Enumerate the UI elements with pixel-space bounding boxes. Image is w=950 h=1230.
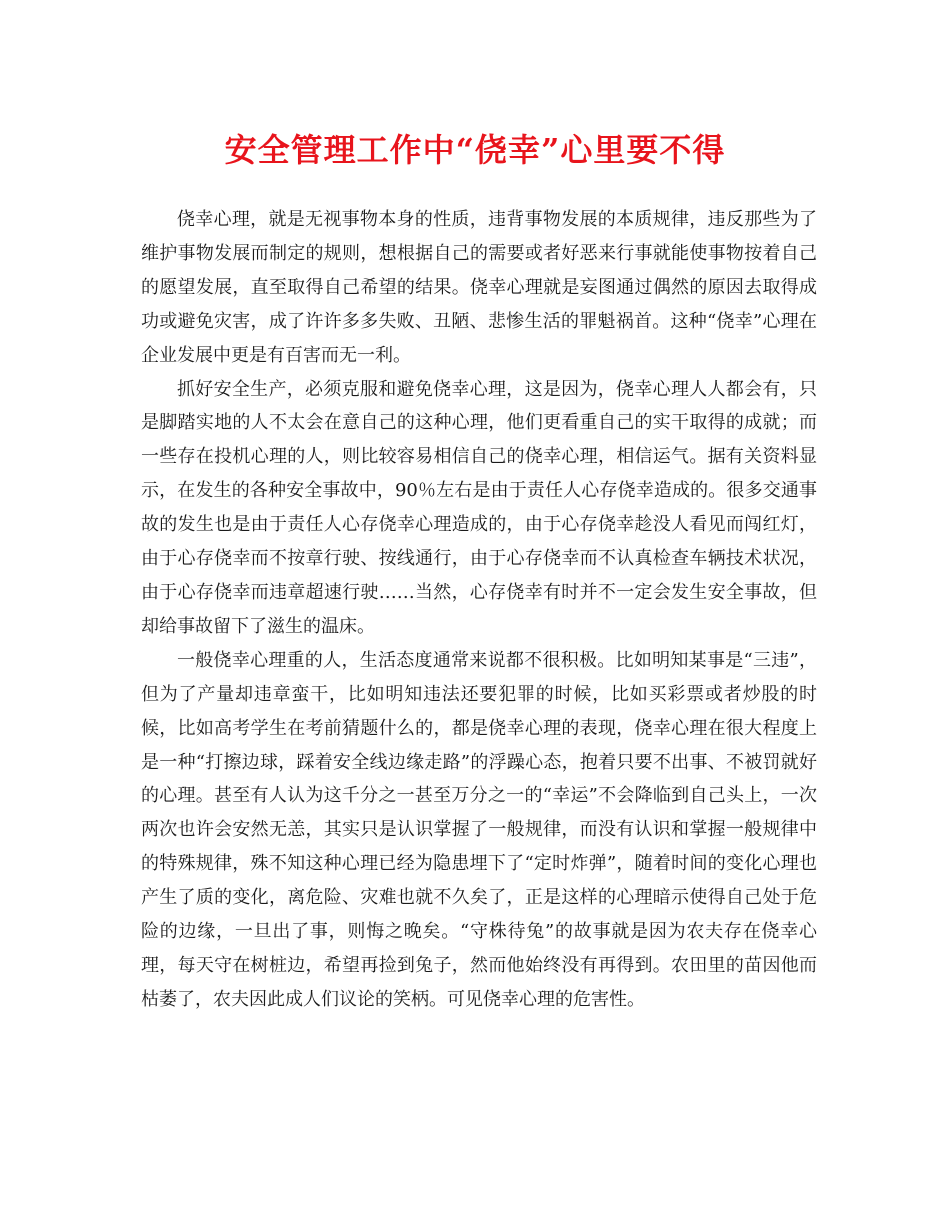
document-title: 安全管理工作中“侥幸”心里要不得: [224, 131, 726, 169]
paragraph-1: 侥幸心理，就是无视事物本身的性质，违背事物发展的本质规律，违反那些为了维护事物发展而制定的规则，想根据自己的需要或者好恶来行事就能使事物按着自己的愿望发展，直至取得自己希望的结果。侥幸心理就是妄图通过偶然的原因去取得成功或避免灾害，成了许许多多失败、丑陋、悲惨生活的罪魁祸首。这种“侥幸”心理在企业发展中更是有百害而无一利。: [141, 209, 817, 366]
paragraph-3: 一般侥幸心理重的人，生活态度通常来说都不很积极。比如明知某事是“三违”，但为了产量却违章蛮干，比如明知违法还要犯罪的时候，比如买彩票或者炒股的时候，比如高考学生在考前猜题什么的，都是侥幸心理的表现，侥幸心理在很大程度上是一种“打擦边球，踩着安全线边缘走路”的浮躁心态，抱着只要不出事、不被罚就好的心理。甚至有人认为这千分之一甚至万分之一的“幸运”不会降临到自己头上，一次两次也许会安然无恙，其实只是认识掌握了一般规律，而没有认识和掌握一般规律中的特殊规律，殊不知这种心理已经为隐患埋下了“定时炸弹”，随着时间的变化心理也产生了质的变化，离危险、灾难也就不久矣了，正是这样的心理暗示使得自己处于危险的边缘，一旦出了事，则悔之晚矣。“守株待兔”的故事就是因为农夫存在侥幸心理，每天守在树桩边，希望再捡到兔子，然而他始终没有再得到。农田里的苗因他而枯萎了，农夫因此成人们议论的笑柄。可见侥幸心理的危害性。: [141, 649, 817, 1010]
document-body: [141, 203, 817, 1017]
paragraph-2: 抓好安全生产，必须克服和避免侥幸心理，这是因为，侥幸心理人人都会有，只是脚踏实地的人不太会在意自己的这种心理，他们更看重自己的实干取得的成就；而一些存在投机心理的人，则比较容易相信自己的侥幸心理，相信运气。据有关资料显示，在发生的各种安全事故中，90％左右是由于责任人心存侥幸造成的。很多交通事故的发生也是由于责任人心存侥幸心理造成的，由于心存侥幸趁没人看见而闯红灯，由于心存侥幸而不按章行驶、按线通行，由于心存侥幸而不认真检查车辆技术状况，由于心存侥幸而违章超速行驶……当然，心存侥幸有时并不一定会发生安全事故，但却给事故留下了滋生的温床。: [141, 378, 817, 637]
